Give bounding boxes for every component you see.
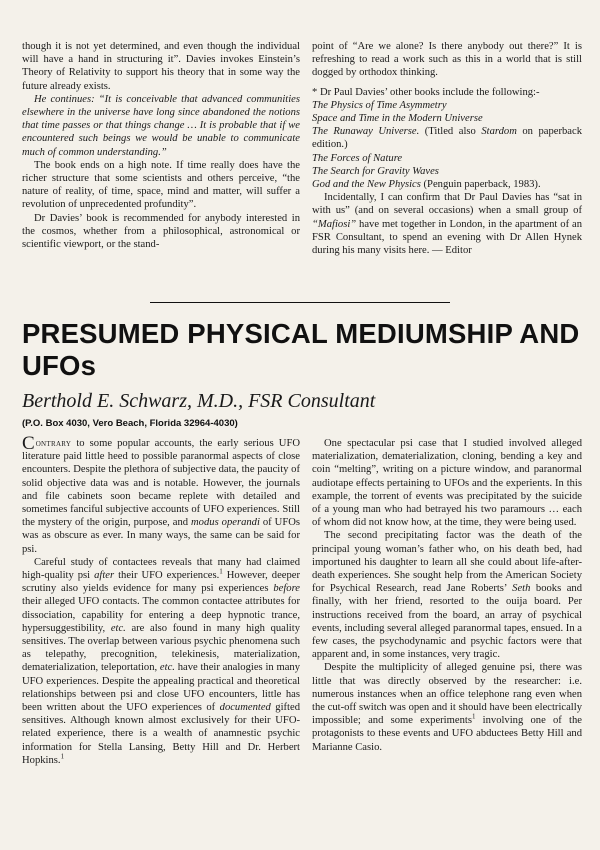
book-title: Space and Time in the Modern Universe: [312, 113, 483, 125]
paragraph: Dr Davies’ book is recommended for anybody interested in the cosmos, whether from a philosophical, astronomical or scientific viewport, or the stand-: [22, 212, 300, 251]
paragraph: The book ends on a high note. If time really does have the richer structure that some scientists and others perceive, “the nature of reality, of time, space, mind and matter, will suffer a revolution of unprecedented profundity”.: [22, 159, 300, 211]
footnote-intro: * Dr Paul Davies’ other books include the following:-: [312, 86, 540, 98]
book-title: The Physics of Time Asymmetry: [312, 99, 447, 111]
paragraph: Despite the multiplicity of alleged genuine psi, there was little that was directly observed by the researcher: i.e. numerous instances when an office telephone rang even when the cut-off switch was open and it should have been electrically impossible; and some experiments$^1$ involving one of the protagonists to these events and UFO abductees Betty Hill and Marianne Casio.: [312, 662, 582, 753]
editor-note: Incidentally, I can confirm that Dr Paul Davies has “sat in with us” (and on several occasions) when a small group of “Mafiosi” have met together in London, in the apartment of an FSR Consultant, to spend an evening with Dr Allen Hynek during his many visits here. — Editor: [312, 192, 582, 257]
book-entry: The Runaway Universe. (Titled also Stardom on paperback edition.): [312, 126, 582, 151]
drop-cap: C: [22, 433, 35, 454]
opening-paragraph: Contrary to some popular accounts, the early serious UFO literature paid little heed to possible paranormal aspects of close encounters. Despite the plethora of subjective data, the paucity of solid objective data was and is notable. However, the journals and file cabinets soon became replete with detailed and sometimes fanciful subjective accounts of UFO experiences. Still the mystery of the origin, purpose, and modus operandi of UFOs was as obscure as ever. In many ways, the same can be said for psi.: [22, 433, 300, 555]
paragraph: point of “Are we alone? Is there anybody out there?” It is refreshing to read a work such as this in a world that is still dogged by orthodox thinking.: [312, 41, 582, 79]
article-title: PRESUMED PHYSICAL MEDIUMSHIP AND UFOs: [22, 318, 580, 381]
article-right-column: [312, 437, 582, 754]
article-left-column: [22, 433, 300, 767]
quote-paragraph: He continues: “It is conceivable that advanced communities elsewhere in the universe have long since abandoned the notions that time passes or that things change … It is probable that if we encountered such beings we would be unable to communicate much of common understanding.”: [22, 93, 300, 158]
paragraph: One spectacular psi case that I studied involved alleged materialization, dematerialization, cloning, bending a key and coin “melting”, writing on a picture window, and paranormal audiotape effects pertaining to UFOs and the experients. In this example, the torrent of events was precipitated by the suicide of a young man who had betrayed his two paramours … each of whom did not know how, at the time, they were being used.: [312, 438, 582, 529]
previous-article-right-column: [312, 40, 582, 257]
previous-article-left-column: [22, 40, 300, 251]
book-entry: God and the New Physics (Penguin paperback, 1983).: [312, 179, 541, 191]
paragraph: Careful study of contactees reveals that many had claimed high-quality psi after their UFO experiences.$^1$ However, deeper scrutiny also yields evidence for many psi experiences before their alleged UFO contacts. The common contactee attributes for dissociation, capability for entering a deep hypnotic trance, hypersuggestibility, etc. are also found in many high quality sensitives. The overlap between various psychic phenomena such as telepathy, precognition, telekinesis, materialization, dematerialization, teleportation, etc. have their analogies in many UFO experiences. Despite the appealing practical and theoretical relationships between psi and close UFO encounters, little has been written about the UFO experiences of documented gifted sensitives. Although known almost exclusively for their UFO-related experience, there is a wealth of anamnestic psychic information for Stella Lansing, Betty Hill and Dr. Herbert Hopkins.$^1$: [22, 556, 300, 766]
section-divider: [150, 302, 450, 303]
article-byline: Berthold E. Schwarz, M.D., FSR Consultant: [22, 390, 376, 412]
book-title: The Forces of Nature: [312, 152, 403, 164]
book-title: The Search for Gravity Waves: [312, 165, 439, 177]
paragraph: The second precipitating factor was the death of the principal young woman’s father who, on his death bed, had importuned his daughter to learn all she could about life-after-death experiences. She sought help from the American Society for Psychical Research, read Jane Roberts’ Seth books and finally, with her friend, resorted to the ouija board. Per instructions received from the board, an array of psychical events, including several alleged paranormal tapes, ensued. In a few cases, the psychodynamic and psychic factors were that apparent and, in some instances, very tragic.: [312, 530, 583, 661]
author-address: (P.O. Box 4030, Vero Beach, Florida 32964-4030): [22, 418, 238, 429]
paragraph: though it is not yet determined, and even though the individual will have a hand in structuring it”. Davies invokes Einstein’s Theory of Relativity to support his theory that in some way the future already exists.: [22, 41, 300, 92]
